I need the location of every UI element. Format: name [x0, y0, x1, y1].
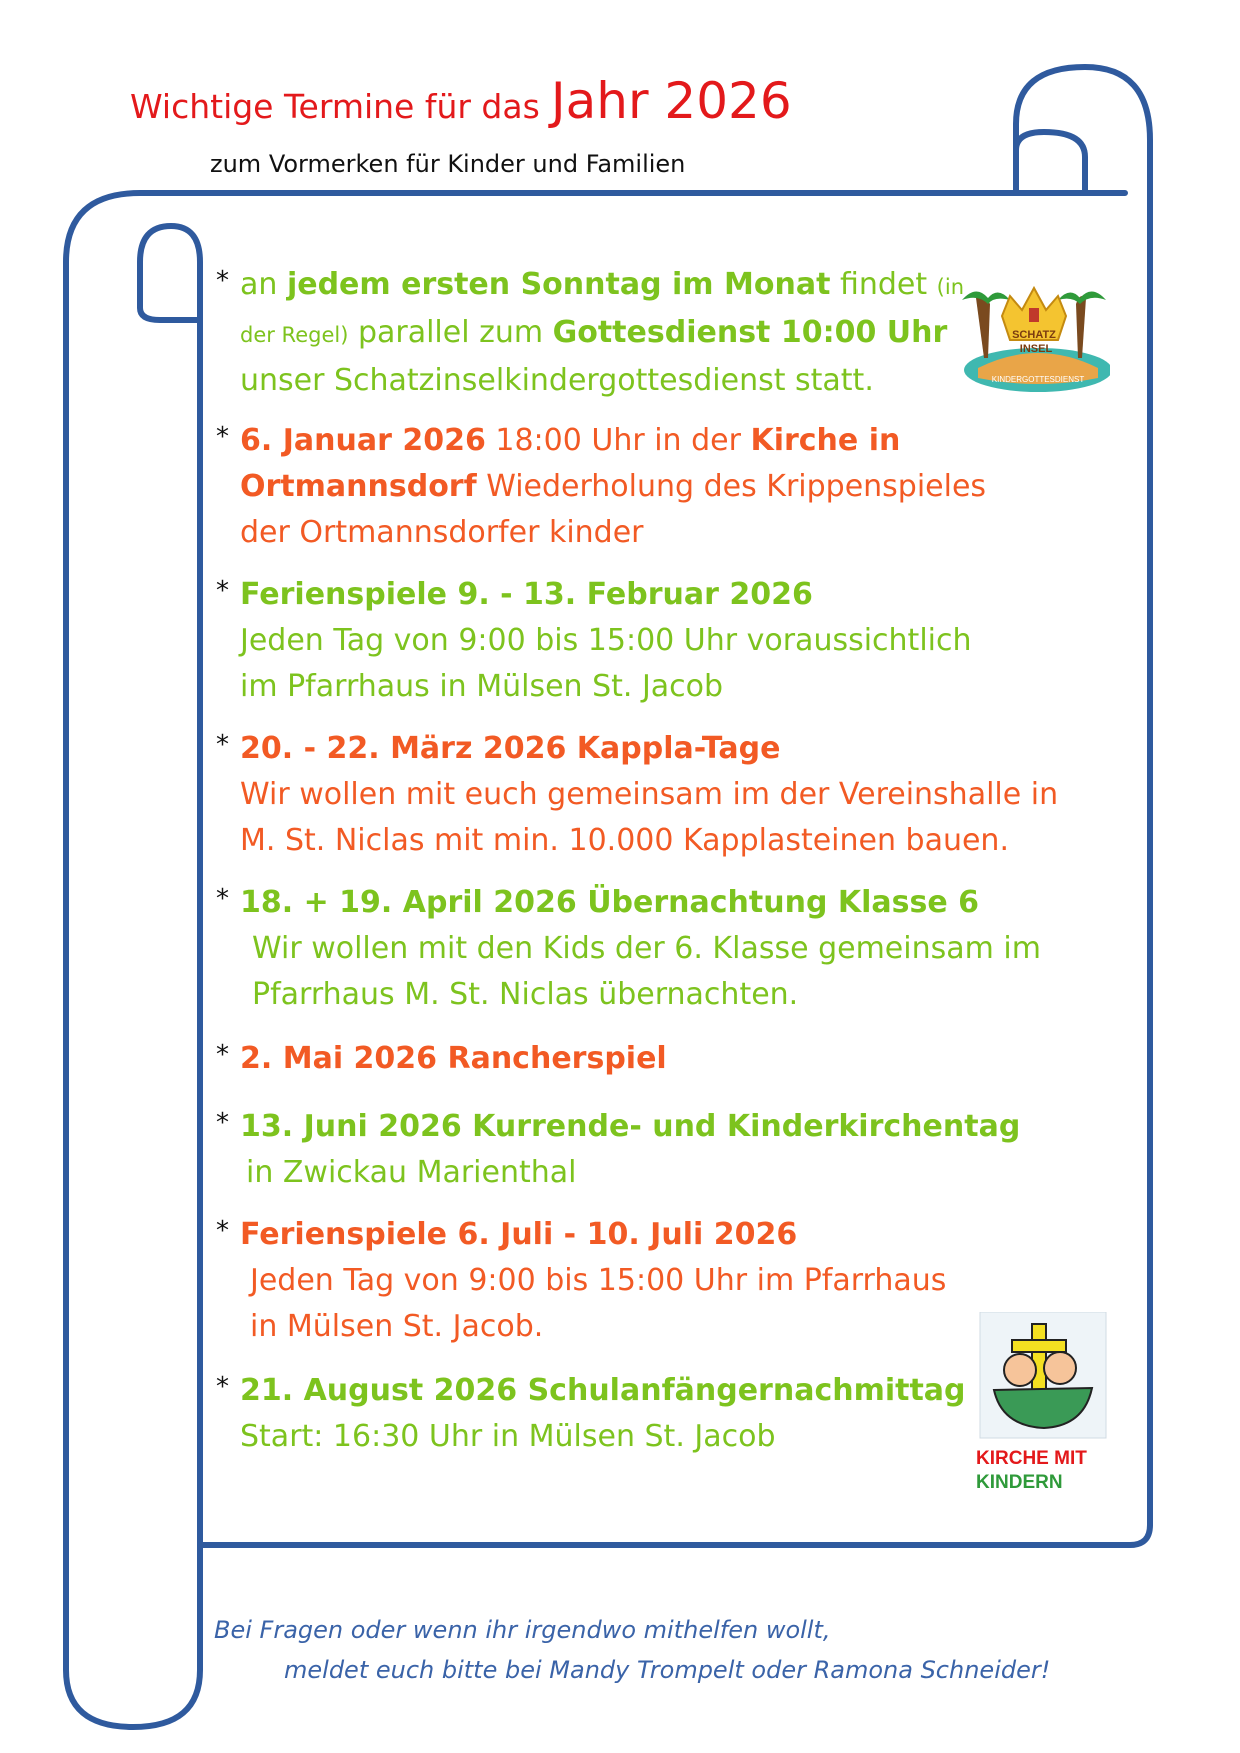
entry-highlight: Ortmannsdorf — [240, 469, 477, 504]
entry-highlight: Ferienspiele 9. - 13. Februar 2026 — [240, 577, 813, 612]
entry-text: M. St. Niclas mit min. 10.000 Kapplasteinen bauen. — [240, 823, 1009, 858]
bullet-star: * — [216, 1108, 229, 1138]
footer-note — [214, 1610, 1050, 1690]
footer-line1: Bei Fragen oder wenn ihr irgendwo mithelfen wollt, — [214, 1616, 831, 1644]
entry-text: Wir wollen mit euch gemeinsam im der Vereinshalle in — [240, 777, 1059, 812]
entry-highlight: 18. + 19. April 2026 Übernachtung Klasse 6 — [240, 885, 980, 920]
entry-ferienspiele-juli — [218, 1212, 1088, 1350]
entry-text: Jeden Tag von 9:00 bis 15:00 Uhr voraussichtlich — [240, 623, 972, 658]
bullet-star: * — [216, 1372, 229, 1402]
title-year: Jahr 2026 — [550, 72, 792, 130]
entry-text: Jeden Tag von 9:00 bis 15:00 Uhr im Pfarrhaus — [250, 1263, 947, 1298]
entry-highlight: Gottesdienst 10:00 Uhr — [552, 315, 948, 350]
title-prefix: Wichtige Termine für das — [130, 87, 540, 126]
entry-rancherspiel — [218, 1036, 1088, 1082]
page-title — [130, 72, 792, 130]
entry-text: in Zwickau Marienthal — [246, 1155, 577, 1190]
footer-line2: meldet euch bitte bei Mandy Trompelt oder Ramona Schneider! — [284, 1656, 1051, 1684]
entry-text: findet — [830, 267, 937, 302]
entry-highlight: 6. Januar 2026 — [240, 423, 486, 458]
entry-text: (in — [936, 275, 965, 299]
entry-text: Wiederholung des Krippenspieles — [476, 469, 987, 504]
entry-schulanfaenger — [218, 1368, 1088, 1460]
entry-highlight: 2. Mai 2026 Rancherspiel — [240, 1041, 667, 1076]
entry-highlight: Ferienspiele 6. Juli - 10. Juli 2026 — [240, 1217, 798, 1252]
logo-banner: KINDERGOTTESDIENST — [991, 375, 1085, 384]
entry-text: im Pfarrhaus in Mülsen St. Jacob — [240, 669, 724, 704]
entry-text: parallel zum — [348, 315, 553, 350]
entry-highlight: 21. August 2026 Schulanfängernachmittag — [240, 1373, 966, 1408]
entry-kinderkirchentag — [218, 1104, 1088, 1196]
entry-highlight: Kirche in — [750, 423, 901, 458]
bullet-star: * — [216, 1040, 229, 1070]
logo-line2: KINDERN — [976, 1472, 1063, 1493]
entry-text: 18:00 Uhr in der — [485, 423, 751, 458]
entry-text: der Ortmannsdorfer kinder — [240, 515, 644, 550]
entry-uebernachtung — [218, 880, 1088, 1018]
logo-line1: SCHATZ — [1012, 329, 1056, 341]
schatzinsel-logo — [958, 278, 1110, 398]
kirche-mit-kindern-logo — [972, 1312, 1114, 1497]
bullet-star: * — [216, 576, 229, 606]
logo-line1: KIRCHE MIT — [976, 1448, 1087, 1469]
entry-highlight: 20. - 22. März 2026 Kappla-Tage — [240, 731, 781, 766]
bullet-star: * — [216, 1216, 229, 1246]
logo-line2: INSEL — [1019, 343, 1053, 355]
entry-text: Start: 16:30 Uhr in Mülsen St. Jacob — [240, 1419, 776, 1454]
entry-highlight: jedem ersten Sonntag im Monat — [286, 267, 831, 302]
entry-highlight: 13. Juni 2026 Kurrende- und Kinderkirchentag — [240, 1109, 1021, 1144]
subtitle: zum Vormerken für Kinder und Familien — [210, 150, 686, 178]
bullet-star: * — [216, 884, 229, 914]
entry-text: Wir wollen mit den Kids der 6. Klasse gemeinsam im — [252, 931, 1041, 966]
entry-text: Pfarrhaus M. St. Niclas übernachten. — [252, 977, 799, 1012]
entry-kappla-tage — [218, 726, 1088, 864]
bullet-star: * — [216, 422, 229, 452]
bullet-star: * — [216, 266, 229, 296]
entry-text: in Mülsen St. Jacob. — [250, 1309, 544, 1344]
entry-ferienspiele-februar — [218, 572, 1088, 710]
entry-text: an — [240, 267, 287, 302]
entry-text: der Regel) — [240, 323, 349, 347]
entry-krippenspiel — [218, 418, 1088, 556]
entry-text: unser Schatzinselkindergottesdienst statt. — [240, 363, 874, 398]
bullet-star: * — [216, 730, 229, 760]
